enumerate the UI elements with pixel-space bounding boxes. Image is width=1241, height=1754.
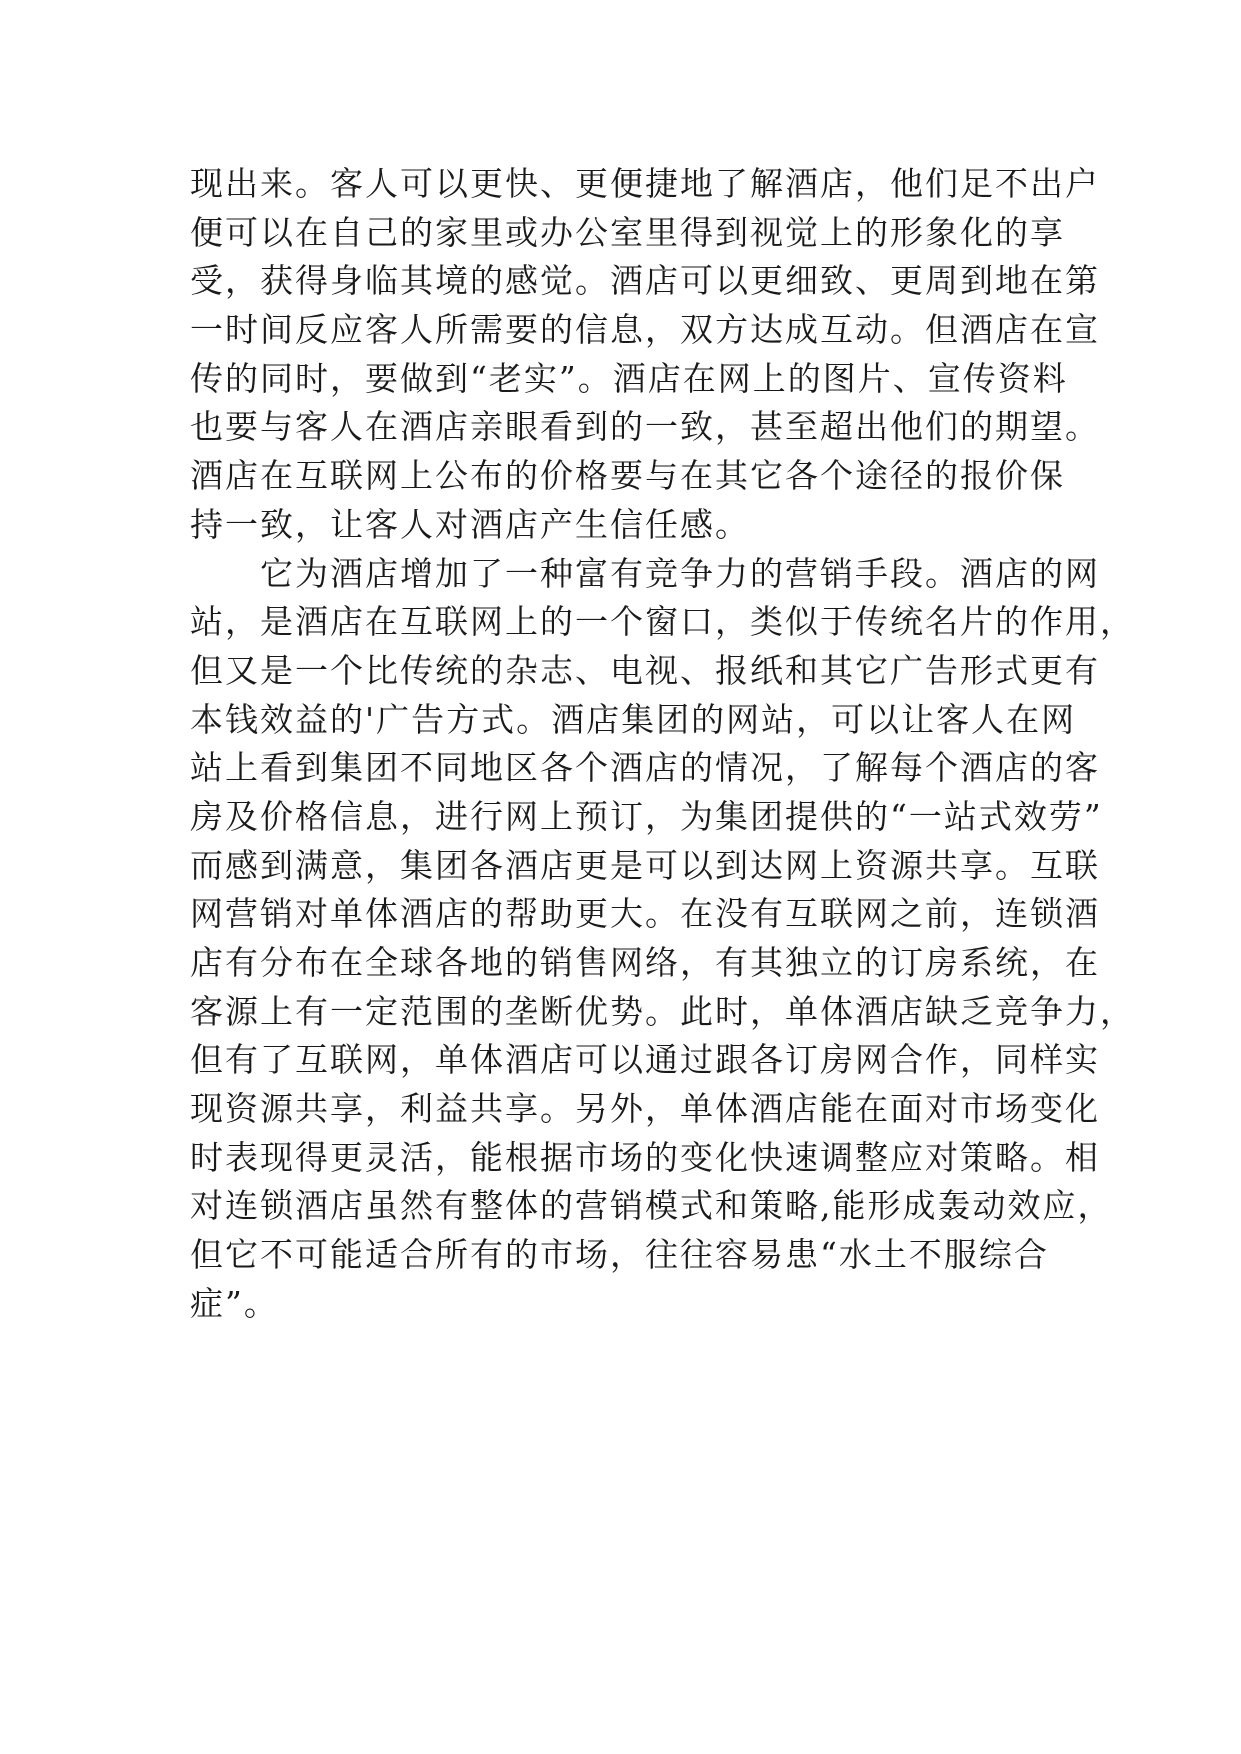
text-line: 网营销对单体酒店的帮助更大。在没有互联网之前，连锁酒 (190, 894, 1100, 934)
text-line: 便可以在自己的家里或办公室里得到视觉上的形象化的享 (190, 212, 1065, 252)
paragraph-1 (190, 160, 1100, 550)
text-line: 症”。 (190, 1283, 279, 1323)
text-line: 对连锁酒店虽然有整体的营销模式和策略,能形成轰动效应， (190, 1186, 1113, 1226)
text-line: 时表现得更灵活，能根据市场的变化快速调整应对策略。相 (190, 1137, 1100, 1177)
text-line: 也要与客人在酒店亲眼看到的一致，甚至超出他们的期望。 (190, 407, 1100, 447)
text-line: 持一致，让客人对酒店产生信任感。 (190, 504, 750, 544)
text-line: 现出来。客人可以更快、更便捷地了解酒店，他们足不出户 (190, 164, 1100, 203)
text-line: 站上看到集团不同地区各个酒店的情况，了解每个酒店的客 (190, 748, 1100, 788)
text-line: 传的同时，要做到“老实”。酒店在网上的图片、宣传资料 (190, 358, 1068, 398)
text-line: 而感到满意，集团各酒店更是可以到达网上资源共享。互联 (190, 845, 1100, 885)
paragraph-2 (190, 550, 1135, 1329)
text-line: 它为酒店增加了一种富有竞争力的营销手段。酒店的网 (190, 553, 1100, 593)
text-line: 酒店在互联网上公布的价格要与在其它各个途径的报价保 (190, 456, 1065, 496)
text-line: 一时间反应客人所需要的信息，双方达成互动。但酒店在宣 (190, 310, 1100, 350)
text-line: 但又是一个比传统的杂志、电视、报纸和其它广告形式更有 (190, 650, 1100, 690)
text-line: 客源上有一定范围的垄断优势。此时，单体酒店缺乏竞争力， (190, 991, 1135, 1031)
text-line: 店有分布在全球各地的销售网络，有其独立的订房系统，在 (190, 943, 1100, 982)
text-line: 站，是酒店在互联网上的一个窗口，类似于传统名片的作用， (190, 602, 1135, 642)
text-line: 受，获得身临其境的感觉。酒店可以更细致、更周到地在第 (190, 261, 1100, 301)
text-line: 现资源共享，利益共享。另外，单体酒店能在面对市场变化 (190, 1089, 1100, 1129)
text-line: 房及价格信息，进行网上预订，为集团提供的“一站式效劳” (190, 796, 1103, 836)
text-line: 但有了互联网，单体酒店可以通过跟各订房网合作，同样实 (190, 1040, 1100, 1080)
text-line: 本钱效益的'广告方式。酒店集团的网站，可以让客人在网 (190, 699, 1077, 739)
text-line: 但它不可能适合所有的市场，往往容易患“水土不服综合 (190, 1235, 1049, 1275)
document-body (190, 160, 1135, 1329)
